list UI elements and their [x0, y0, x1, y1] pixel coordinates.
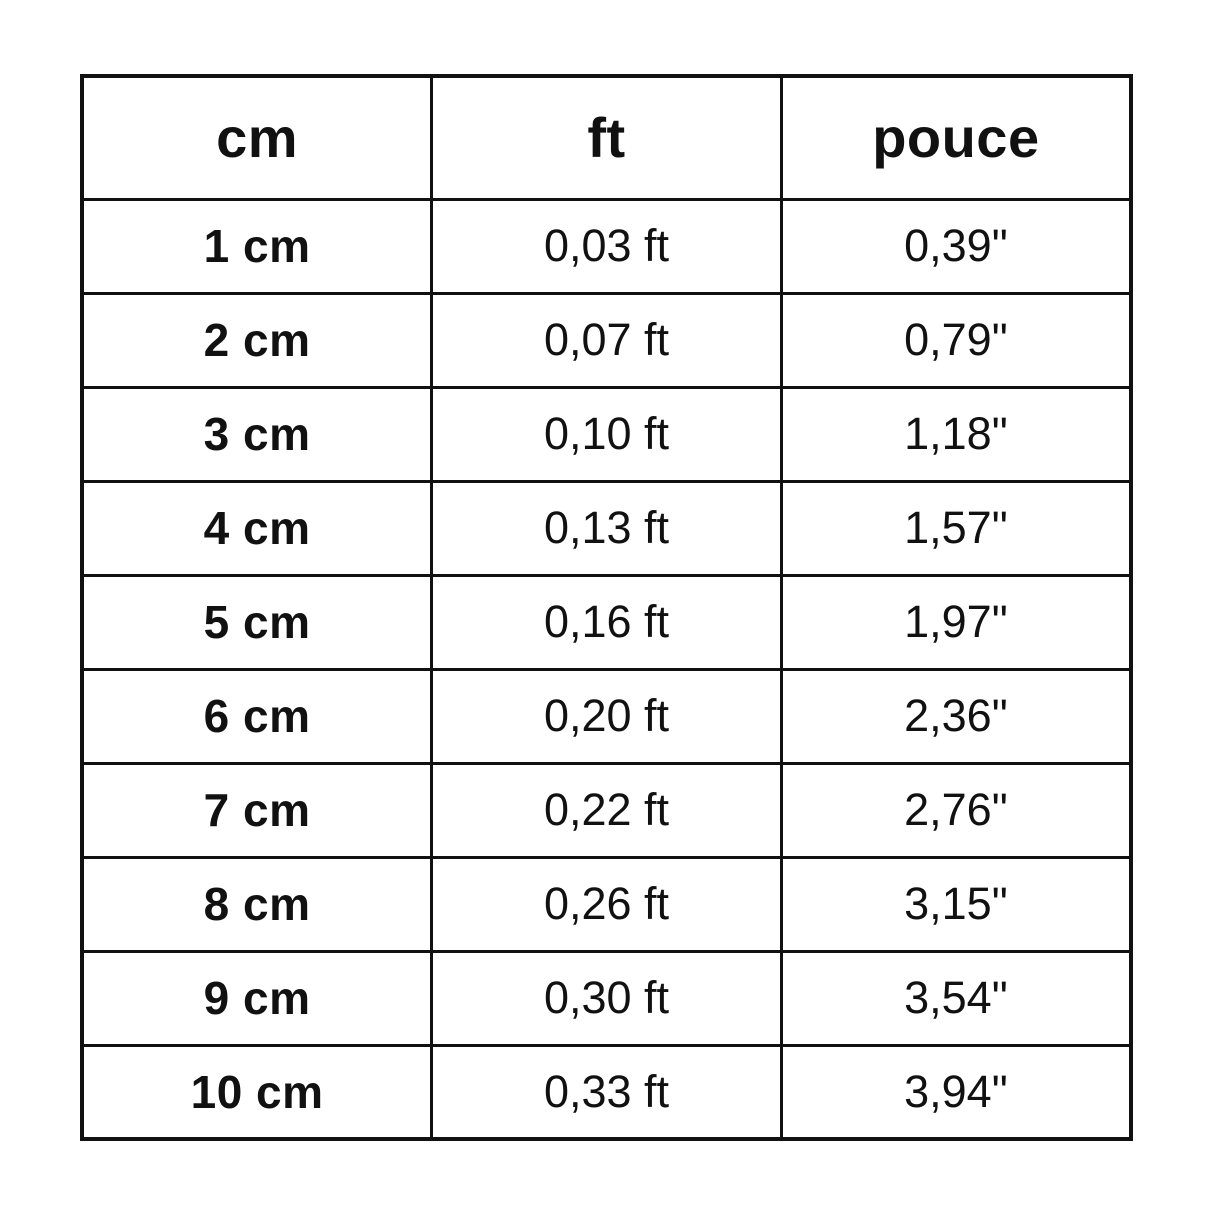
table-row — [82, 575, 1131, 669]
cell-ft: 0,07 ft — [432, 293, 782, 387]
cell-pouce: 1,18" — [781, 387, 1131, 481]
conversion-table — [80, 74, 1133, 1141]
cell-pouce: 3,15" — [781, 857, 1131, 951]
column-header-ft: ft — [432, 76, 782, 199]
column-header-cm: cm — [82, 76, 432, 199]
cell-ft: 0,30 ft — [432, 951, 782, 1045]
cell-pouce: 2,36" — [781, 669, 1131, 763]
table-header — [82, 76, 1131, 199]
cell-cm: 7 cm — [82, 763, 432, 857]
cell-ft: 0,10 ft — [432, 387, 782, 481]
cell-cm: 6 cm — [82, 669, 432, 763]
table-row — [82, 481, 1131, 575]
cell-ft: 0,22 ft — [432, 763, 782, 857]
cell-pouce: 0,39" — [781, 199, 1131, 293]
cell-cm: 4 cm — [82, 481, 432, 575]
cell-ft: 0,20 ft — [432, 669, 782, 763]
table-row — [82, 857, 1131, 951]
cell-pouce: 3,94" — [781, 1045, 1131, 1139]
table-body — [82, 199, 1131, 1139]
table-row — [82, 387, 1131, 481]
table-row — [82, 293, 1131, 387]
cell-pouce: 1,57" — [781, 481, 1131, 575]
cell-ft: 0,26 ft — [432, 857, 782, 951]
table-row — [82, 1045, 1131, 1139]
header-row — [82, 76, 1131, 199]
cell-ft: 0,03 ft — [432, 199, 782, 293]
table-row — [82, 763, 1131, 857]
cell-pouce: 1,97" — [781, 575, 1131, 669]
column-header-pouce: pouce — [781, 76, 1131, 199]
cell-cm: 3 cm — [82, 387, 432, 481]
cell-ft: 0,13 ft — [432, 481, 782, 575]
cell-ft: 0,33 ft — [432, 1045, 782, 1139]
cell-cm: 2 cm — [82, 293, 432, 387]
cell-cm: 10 cm — [82, 1045, 432, 1139]
cell-cm: 9 cm — [82, 951, 432, 1045]
table-row — [82, 951, 1131, 1045]
cell-pouce: 0,79" — [781, 293, 1131, 387]
table-row — [82, 669, 1131, 763]
table-row — [82, 199, 1131, 293]
cell-cm: 5 cm — [82, 575, 432, 669]
cell-cm: 1 cm — [82, 199, 432, 293]
cell-pouce: 3,54" — [781, 951, 1131, 1045]
cell-pouce: 2,76" — [781, 763, 1131, 857]
cell-cm: 8 cm — [82, 857, 432, 951]
cell-ft: 0,16 ft — [432, 575, 782, 669]
